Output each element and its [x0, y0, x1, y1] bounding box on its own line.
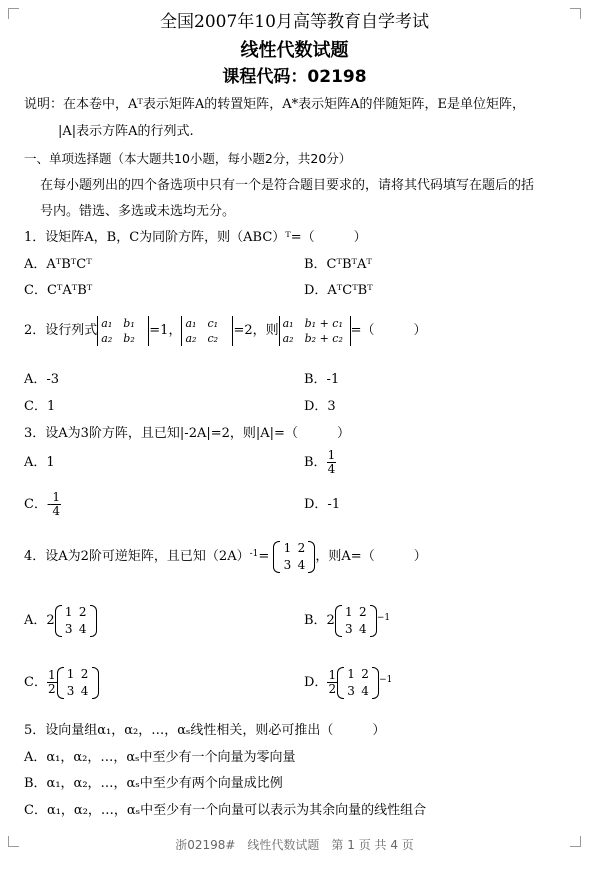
question-5-option-c: C．α₁，α₂，…，αₛ中至少有一个向量可以表示为其余向量的线性组合 [24, 803, 427, 818]
question-2-option-c: C．1 [24, 399, 56, 414]
question-2-option-d: D．3 [304, 399, 336, 414]
question-1-option-b: B．CᵀBᵀAᵀ [304, 257, 372, 272]
question-4-option-c: C． $\frac{1}{2}$ 1 2 3 4 [24, 664, 99, 702]
question-4-option-b: B．21 2 3 $4^{-1}$ [304, 604, 391, 636]
question-2-mid-1: =1， [149, 323, 182, 338]
question-2-option-a: A．-3 [24, 372, 60, 387]
matrix-1234: 1 2 3 4 [55, 604, 97, 638]
question-3-option-b: B． $\frac{1}{4}$ [304, 448, 336, 476]
note-line-2: |A|表示方阵A的行列式. [58, 124, 194, 139]
section-instructions-2: 号内。错选、多选或未选均无分。 [40, 204, 236, 219]
question-4-stem: 4．设A为2阶可逆矩阵，且已知$(2A)^{-1}= 1$ 2 3 4，则A=（ ） [24, 540, 427, 572]
question-3-stem: 3．设A为3阶方阵，且已知|-2A|=2，则|A|=（ ） [24, 426, 350, 441]
determinant-3: a₁ b₁ + c₁ a₂ b₂ + c₂ [279, 316, 351, 346]
section-heading: 一、单项选择题（本大题共10小题，每小题2分，共20分） [24, 151, 352, 166]
determinant-2: a₁ c₁ a₂ c₂ [181, 316, 233, 346]
question-1-option-c: C．CᵀAᵀBᵀ [24, 283, 93, 298]
note-line-1: 说明：在本卷中，Aᵀ表示矩阵A的转置矩阵，A*表示矩阵A的伴随矩阵，E是单位矩阵， [24, 97, 526, 112]
exam-title: 全国2007年10月高等教育自学考试 [160, 12, 429, 32]
question-3-option-d: D．-1 [304, 497, 341, 512]
question-1-stem: 1．设矩阵A，B，C为同阶方阵，则（ABC）ᵀ=（ ） [24, 230, 367, 245]
fraction-one-quarter: $\frac{1}{4}$ [327, 448, 336, 476]
determinant-1: a₁ b₁ a₂ b₂ [97, 316, 149, 346]
matrix-1234: 1 2 3 4 [337, 666, 379, 700]
question-1-option-a: A．AᵀBᵀCᵀ [24, 257, 92, 272]
question-4-option-d: D． $\frac{1}{2}$ 1 2 3 $4^{-1}$ [304, 666, 393, 698]
subject-title: 线性代数试题 [240, 40, 349, 61]
question-2-tail: =（ ） [350, 323, 427, 338]
fraction-one-half: $\frac{1}{2}$ [328, 668, 337, 696]
question-3-option-a: A．1 [24, 455, 55, 470]
section-instructions-1: 在每小题列出的四个备选项中只有一个是符合题目要求的，请将其代码填写在题后的括 [40, 178, 535, 193]
question-4-option-a: A．21 2 3 4 [24, 602, 97, 640]
matrix-1234: 1 2 3 4 [335, 604, 377, 638]
course-code: 课程代码：02198 [222, 67, 367, 87]
matrix-1234: 1 2 3 4 [273, 540, 315, 574]
fraction-one-half: $\frac{1}{2}$ [47, 668, 56, 696]
question-2-stem [24, 314, 427, 348]
fraction-one-quarter: $\frac{1}{4}$ [52, 490, 60, 518]
question-5-option-a: A．α₁，α₂，…，αₛ中至少有一个向量为零向量 [24, 750, 296, 765]
question-2-option-b: B．-1 [304, 372, 340, 387]
question-5-option-b: B．α₁，α₂，…，αₛ中至少有两个向量成比例 [24, 776, 283, 791]
question-2-mid-2: =2，则 [233, 323, 279, 338]
matrix-1234: 1 2 3 4 [57, 666, 99, 700]
page-footer: 浙02198# 线性代数试题 第 1 页 共 4 页 [175, 838, 414, 852]
question-3-option-c: C．- $\frac{1}{4}$ [24, 490, 60, 518]
question-1-option-d: D．AᵀCᵀBᵀ [304, 283, 373, 298]
question-2-lead: 2．设行列式 [24, 323, 98, 338]
question-5-stem: 5．设向量组α₁，α₂，…，αₛ线性相关，则必可推出（ ） [24, 723, 386, 738]
